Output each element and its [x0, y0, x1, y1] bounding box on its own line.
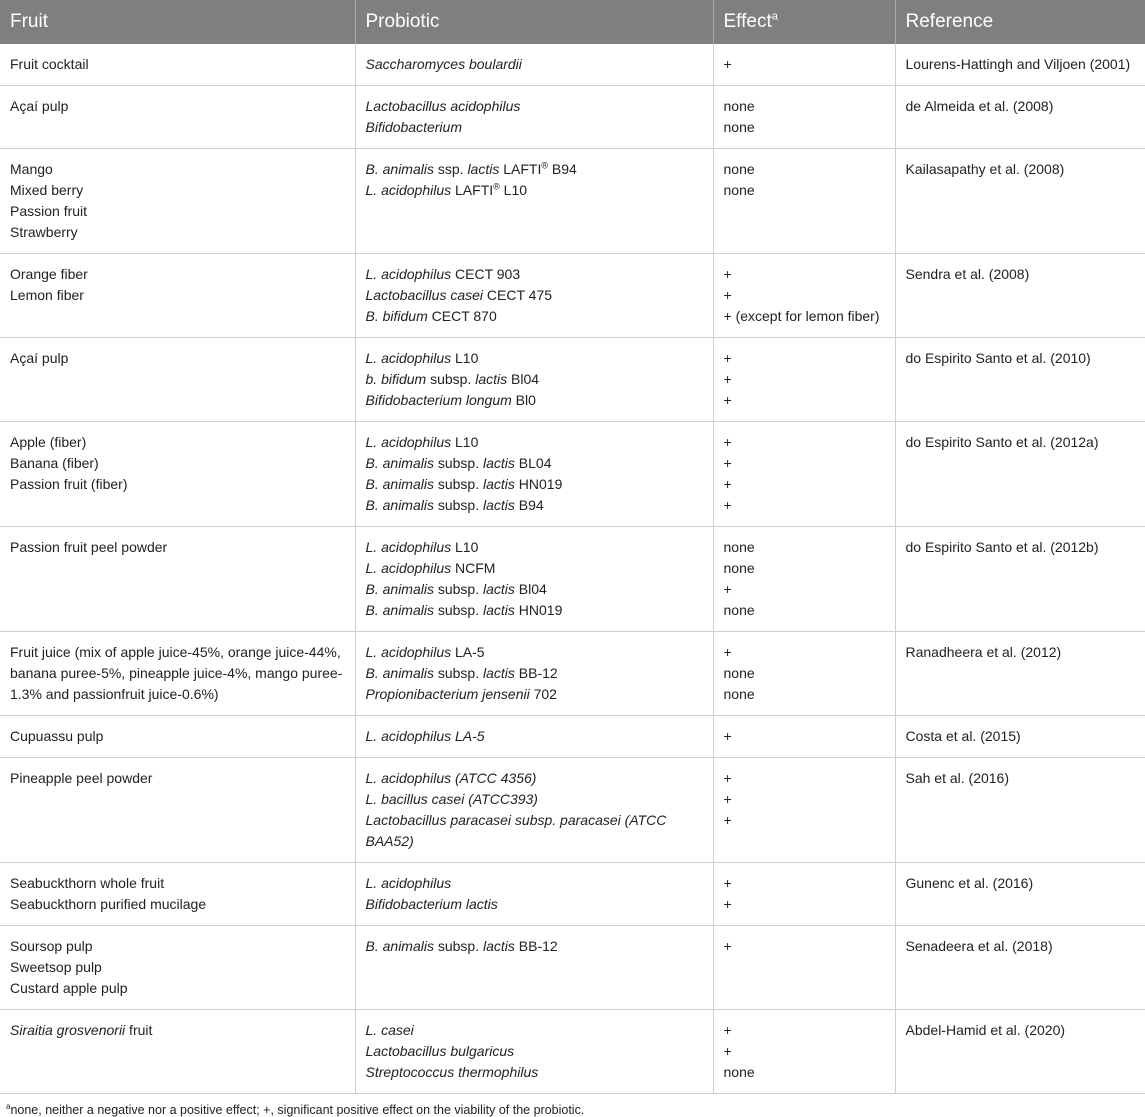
probiotic-line: [366, 642, 703, 663]
cell-reference: [895, 716, 1145, 758]
cell-effect: [713, 1010, 895, 1094]
effect-line: + (except for lemon fiber): [723, 308, 880, 324]
strain-text: subsp.: [426, 371, 476, 387]
probiotic-line: [366, 1041, 703, 1062]
species-name: B. animalis: [365, 665, 434, 681]
strain-text: BB-12: [514, 938, 558, 954]
reference-line: Sendra et al. (2008): [905, 266, 1030, 282]
fruit-line: Sweetsop pulp: [10, 959, 102, 975]
probiotic-line: [366, 600, 703, 621]
registered-mark: ®: [493, 181, 500, 192]
cell-fruit: [0, 863, 355, 926]
species-name: B. animalis: [365, 938, 434, 954]
cell-probiotic: [355, 527, 713, 632]
cell-reference: [895, 527, 1145, 632]
species-name: Saccharomyces boulardii: [365, 56, 522, 72]
header-effect-footnote-marker: a: [771, 10, 778, 23]
species-name: lactis: [483, 455, 515, 471]
effect-line: none: [723, 161, 755, 177]
species-name: lactis: [467, 161, 500, 177]
fruit-line: Açaí pulp: [10, 98, 69, 114]
reference-line: Sah et al. (2016): [905, 770, 1010, 786]
table-row: [0, 527, 1145, 632]
strain-text: subsp.: [433, 938, 483, 954]
species-name: B. animalis: [365, 476, 434, 492]
effect-line: +: [723, 1022, 732, 1038]
probiotic-line: [366, 495, 703, 516]
strain-text: subsp.: [433, 476, 483, 492]
fruit-line: Soursop pulp: [10, 938, 93, 954]
probiotic-line: [366, 936, 703, 957]
strain-text: BB-12: [514, 665, 558, 681]
table-row: [0, 254, 1145, 338]
effect-line: +: [723, 56, 732, 72]
cell-fruit: [0, 149, 355, 254]
cell-reference: [895, 44, 1145, 86]
reference-line: do Espirito Santo et al. (2012b): [905, 539, 1099, 555]
species-name: Bifidobacterium longum: [365, 392, 512, 408]
cell-effect: [713, 758, 895, 863]
cell-fruit: [0, 716, 355, 758]
cell-probiotic: [355, 632, 713, 716]
species-name: lactis: [483, 581, 515, 597]
reference-line: do Espirito Santo et al. (2012a): [905, 434, 1099, 450]
species-name: lactis: [483, 665, 515, 681]
table-row: [0, 716, 1145, 758]
cell-effect: [713, 86, 895, 149]
species-name: L. acidophilus: [365, 266, 452, 282]
strain-text: L10: [451, 539, 479, 555]
fruit-line: Mixed berry: [10, 182, 84, 198]
probiotic-line: [366, 306, 703, 327]
cell-effect: [713, 527, 895, 632]
probiotic-line: [366, 1020, 703, 1041]
species-name: lactis: [483, 938, 515, 954]
cell-probiotic: [355, 863, 713, 926]
species-name: lactis: [483, 476, 515, 492]
cell-probiotic: [355, 716, 713, 758]
cell-probiotic: [355, 254, 713, 338]
species-name: L. acidophilus: [365, 182, 452, 198]
species-name: lactis: [483, 602, 515, 618]
reference-line: Senadeera et al. (2018): [905, 938, 1053, 954]
fruit-line: Passion fruit (fiber): [10, 476, 128, 492]
fruit-line: Mango: [10, 161, 53, 177]
effect-line: +: [723, 350, 732, 366]
cell-effect: [713, 44, 895, 86]
effect-line: +: [723, 1043, 732, 1059]
fruit-line: Apple (fiber): [10, 434, 87, 450]
probiotic-line: [366, 159, 703, 180]
effect-line: +: [723, 581, 732, 597]
strain-text: HN019: [514, 476, 563, 492]
effect-line: +: [723, 896, 732, 912]
cell-fruit: [0, 1010, 355, 1094]
strain-text: B94: [514, 497, 544, 513]
cell-reference: [895, 254, 1145, 338]
fruit-line: Seabuckthorn purified mucilage: [10, 896, 207, 912]
cell-fruit: [0, 422, 355, 527]
species-name: lactis: [475, 371, 508, 387]
fruit-line: Pineapple peel powder: [10, 770, 153, 786]
strain-text: subsp.: [433, 455, 483, 471]
probiotic-line: [366, 537, 703, 558]
probiotic-line: [366, 789, 703, 810]
table-body: [0, 44, 1145, 1094]
species-name: L. acidophilus: [365, 539, 452, 555]
effect-line: +: [723, 644, 732, 660]
probiotic-line: [366, 285, 703, 306]
probiotic-line: [366, 369, 703, 390]
table-header: [0, 0, 1145, 44]
cell-reference: [895, 338, 1145, 422]
probiotic-line: [366, 453, 703, 474]
probiotic-line: [366, 348, 703, 369]
strain-text: BL04: [514, 455, 552, 471]
cell-fruit: [0, 254, 355, 338]
cell-fruit: [0, 632, 355, 716]
strain-text: Bl04: [507, 371, 540, 387]
effect-line: +: [723, 371, 732, 387]
strain-text: fruit: [125, 1022, 153, 1038]
effect-line: +: [723, 455, 732, 471]
footnote-marker: a: [6, 1101, 11, 1111]
species-name: Lactobacillus acidophilus: [365, 98, 521, 114]
probiotic-line: [366, 54, 703, 75]
strain-text: LAFTI: [499, 161, 542, 177]
cell-fruit: [0, 86, 355, 149]
reference-line: Costa et al. (2015): [905, 728, 1021, 744]
effect-line: none: [723, 182, 755, 198]
species-name: Lactobacillus paracasei subsp. paracasei (ATCC BAA52): [365, 812, 667, 849]
effect-line: +: [723, 434, 732, 450]
strain-text: CECT 870: [427, 308, 497, 324]
footnote-text: none, neither a negative nor a positive effect; +, significant positive effect on the viability of the probiotic.: [10, 1103, 585, 1117]
probiotic-line: [366, 579, 703, 600]
species-name: Bifidobacterium: [365, 119, 462, 135]
cell-fruit: [0, 926, 355, 1010]
species-name: B. animalis: [365, 497, 434, 513]
cell-effect: [713, 422, 895, 527]
reference-line: Gunenc et al. (2016): [905, 875, 1034, 891]
cell-fruit: [0, 527, 355, 632]
cell-effect: [713, 632, 895, 716]
table-row: [0, 86, 1145, 149]
cell-probiotic: [355, 149, 713, 254]
header-reference: Reference: [895, 0, 1145, 44]
effect-line: +: [723, 266, 732, 282]
cell-probiotic: [355, 422, 713, 527]
strain-text: NCFM: [451, 560, 496, 576]
strain-text: CECT 903: [451, 266, 521, 282]
effect-line: none: [723, 539, 755, 555]
probiotic-line: [366, 894, 703, 915]
cell-reference: [895, 422, 1145, 527]
cell-effect: [713, 863, 895, 926]
species-name: Bifidobacterium lactis: [365, 896, 498, 912]
species-name: L. acidophilus: [365, 434, 452, 450]
strain-text: CECT 475: [483, 287, 553, 303]
fruit-line: [10, 1020, 345, 1041]
effect-line: +: [723, 497, 732, 513]
cell-effect: [713, 716, 895, 758]
strain-text: subsp.: [433, 497, 483, 513]
cell-reference: [895, 926, 1145, 1010]
fruit-line: Lemon fiber: [10, 287, 84, 303]
reference-line: Abdel-Hamid et al. (2020): [905, 1022, 1066, 1038]
fruit-line: Passion fruit peel powder: [10, 539, 168, 555]
strain-text: ssp.: [433, 161, 468, 177]
species-name: Lactobacillus bulgaricus: [365, 1043, 515, 1059]
cell-reference: [895, 86, 1145, 149]
cell-reference: [895, 758, 1145, 863]
fruit-line: Custard apple pulp: [10, 980, 128, 996]
strain-text: Bl0: [511, 392, 536, 408]
reference-line: de Almeida et al. (2008): [905, 98, 1054, 114]
strain-text: subsp.: [433, 581, 483, 597]
cell-probiotic: [355, 1010, 713, 1094]
strain-text: HN019: [514, 602, 563, 618]
species-name: L. acidophilus (ATCC 4356): [365, 770, 537, 786]
probiotic-line: [366, 873, 703, 894]
effect-line: +: [723, 287, 732, 303]
species-name: B. bifidum: [365, 308, 428, 324]
species-name: Propionibacterium jensenii: [365, 686, 530, 702]
table-row: [0, 422, 1145, 527]
effect-line: none: [723, 98, 755, 114]
strain-text: 702: [529, 686, 557, 702]
fruit-line: Fruit juice (mix of apple juice-45%, orange juice-44%, banana puree-5%, pineapple juice-4%, mango puree-1.3% and passionfruit juice-0.6%): [10, 644, 343, 702]
effect-line: none: [723, 665, 755, 681]
effect-line: +: [723, 938, 732, 954]
cell-probiotic: [355, 758, 713, 863]
strain-text: L10: [451, 350, 479, 366]
cell-effect: [713, 926, 895, 1010]
species-name: L. bacillus casei (ATCC393): [365, 791, 538, 807]
probiotic-line: [366, 810, 703, 852]
probiotic-line: [366, 768, 703, 789]
cell-probiotic: [355, 44, 713, 86]
strain-text: L10: [499, 182, 528, 198]
table-row: [0, 926, 1145, 1010]
species-name: L. acidophilus LA-5: [365, 728, 485, 744]
effect-line: none: [723, 560, 755, 576]
cell-probiotic: [355, 926, 713, 1010]
header-probiotic: Probiotic: [355, 0, 713, 44]
cell-reference: [895, 863, 1145, 926]
probiotic-line: [366, 264, 703, 285]
header-row: [0, 0, 1145, 44]
effect-line: +: [723, 812, 732, 828]
probiotic-line: [366, 390, 703, 411]
cell-fruit: [0, 758, 355, 863]
effect-line: +: [723, 791, 732, 807]
table-row: [0, 338, 1145, 422]
species-name: Streptococcus thermophilus: [365, 1064, 539, 1080]
species-name: B. animalis: [365, 455, 434, 471]
species-name: L. acidophilus: [365, 875, 452, 891]
cell-fruit: [0, 338, 355, 422]
probiotic-line: [366, 117, 703, 138]
probiotic-line: [366, 432, 703, 453]
probiotic-line: [366, 684, 703, 705]
fruit-line: Orange fiber: [10, 266, 88, 282]
fruit-line: Açaí pulp: [10, 350, 69, 366]
species-name: lactis: [483, 497, 515, 513]
species-name: B. animalis: [365, 602, 434, 618]
header-fruit: Fruit: [0, 0, 355, 44]
probiotic-line: [366, 726, 703, 747]
fruit-line: Seabuckthorn whole fruit: [10, 875, 165, 891]
effect-line: +: [723, 476, 732, 492]
effect-line: none: [723, 119, 755, 135]
reference-line: Kailasapathy et al. (2008): [905, 161, 1065, 177]
fruit-line: Banana (fiber): [10, 455, 99, 471]
effect-line: none: [723, 602, 755, 618]
table-row: [0, 1010, 1145, 1094]
probiotic-line: [366, 663, 703, 684]
table-footnote: [0, 1094, 1145, 1117]
table-row: [0, 758, 1145, 863]
cell-reference: [895, 1010, 1145, 1094]
registered-mark: ®: [541, 160, 548, 171]
cell-reference: [895, 632, 1145, 716]
fruit-line: Cupuassu pulp: [10, 728, 104, 744]
strain-text: L10: [451, 434, 479, 450]
effect-line: +: [723, 875, 732, 891]
table-row: [0, 632, 1145, 716]
cell-effect: [713, 254, 895, 338]
cell-reference: [895, 149, 1145, 254]
strain-text: LAFTI: [451, 182, 494, 198]
strain-text: B94: [548, 161, 577, 177]
reference-line: do Espirito Santo et al. (2010): [905, 350, 1091, 366]
species-name: B. animalis: [365, 581, 434, 597]
strain-text: Bl04: [514, 581, 547, 597]
probiotic-line: [366, 180, 703, 201]
effect-line: +: [723, 392, 732, 408]
probiotic-line: [366, 558, 703, 579]
species-name: L. casei: [365, 1022, 414, 1038]
effect-line: none: [723, 686, 755, 702]
species-name: b. bifidum: [365, 371, 427, 387]
table-row: [0, 863, 1145, 926]
effect-line: +: [723, 770, 732, 786]
reference-line: Lourens-Hattingh and Viljoen (2001): [905, 56, 1131, 72]
probiotic-line: [366, 96, 703, 117]
cell-probiotic: [355, 86, 713, 149]
table-row: [0, 44, 1145, 86]
strain-text: subsp.: [433, 665, 483, 681]
strain-text: subsp.: [433, 602, 483, 618]
species-name: Lactobacillus casei: [365, 287, 484, 303]
cell-effect: [713, 338, 895, 422]
species-name: Siraitia grosvenorii: [10, 1022, 126, 1038]
fruit-line: Passion fruit: [10, 203, 88, 219]
species-name: L. acidophilus: [365, 560, 452, 576]
cell-effect: [713, 149, 895, 254]
species-name: B. animalis: [365, 161, 434, 177]
probiotic-line: [366, 474, 703, 495]
cell-probiotic: [355, 338, 713, 422]
table-row: [0, 149, 1145, 254]
header-effect: [713, 0, 895, 44]
probiotic-line: [366, 1062, 703, 1083]
species-name: L. acidophilus: [365, 644, 452, 660]
fruit-line: Strawberry: [10, 224, 78, 240]
strain-text: LA-5: [451, 644, 485, 660]
cell-fruit: [0, 44, 355, 86]
fruit-line: Fruit cocktail: [10, 56, 89, 72]
effect-line: +: [723, 728, 732, 744]
header-effect-label: Effect: [723, 11, 772, 32]
reference-line: Ranadheera et al. (2012): [905, 644, 1062, 660]
species-name: L. acidophilus: [365, 350, 452, 366]
effect-line: none: [723, 1064, 755, 1080]
